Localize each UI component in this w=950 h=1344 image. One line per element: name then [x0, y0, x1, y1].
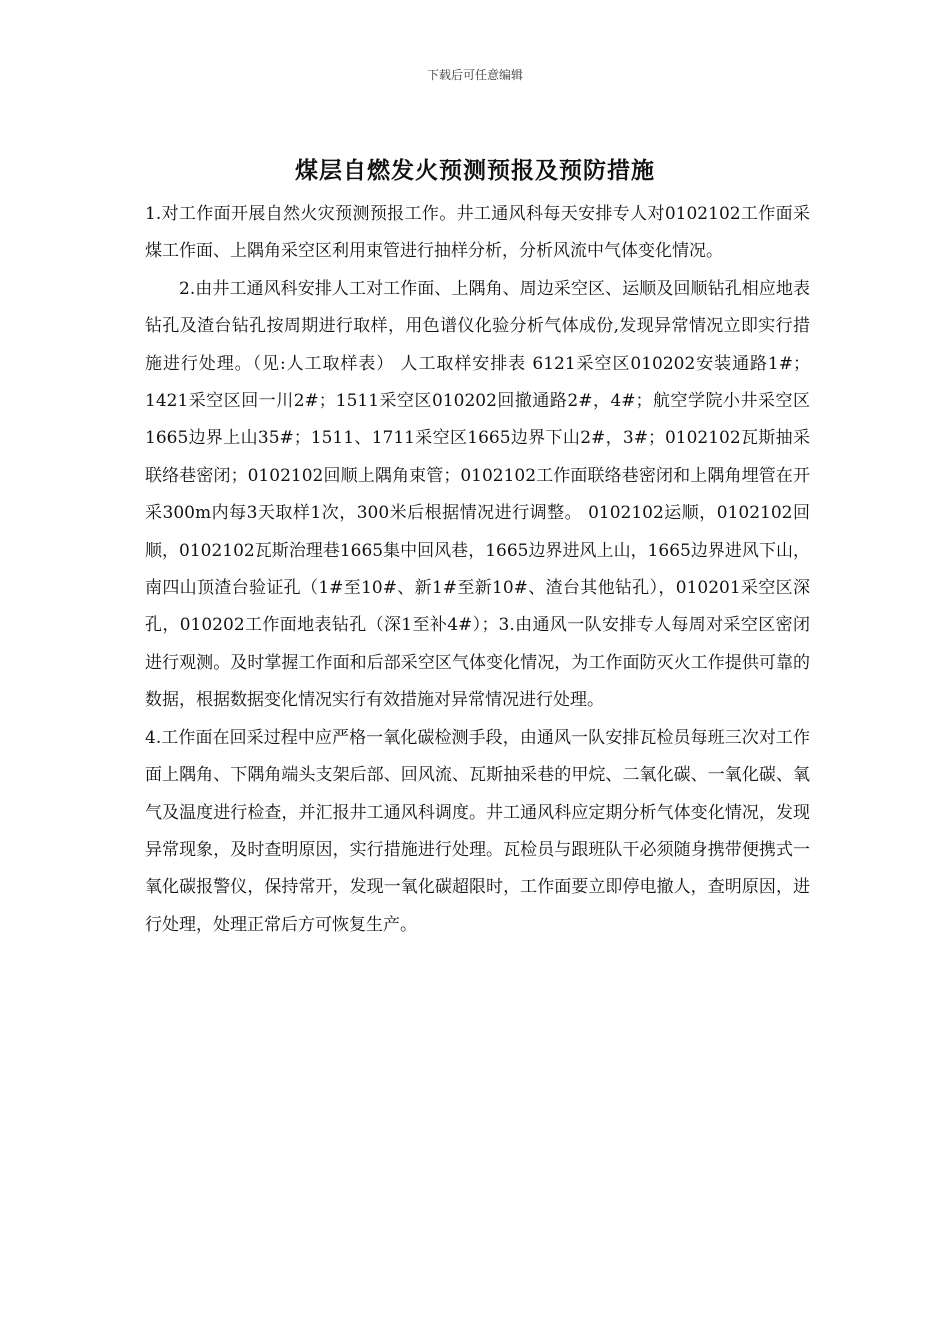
document-body: [145, 196, 810, 944]
paragraph-1: 1.对工作面开展自然火灾预测预报工作。井工通风科每天安排专人对0102102工作面采煤工作面、上隅角采空区利用束管进行抽样分析，分析风流中气体变化情况。: [145, 204, 810, 262]
document-title: 煤层自燃发火预测预报及预防措施: [295, 158, 655, 184]
paragraph-2: 2.由井工通风科安排人工对工作面、上隅角、周边采空区、运顺及回顺钻孔相应地表钻孔及渣台钻孔按周期进行取样，用色谱仪化验分析气体成份,发现异常情况立即实行措施进行处理。（见:人工取样表） 人工取样安排表 6121采空区010202安装通路1#；1421采空区回一川2#；1511采空区010202回撤通路2#，4#；航空学院小井采空区1665边界上山35#；1511、1711采空区1665边界下山2#，3#；0102102瓦斯抽采联络巷密闭；0102102回顺上隅角束管；0102102工作面联络巷密闭和上隅角埋管在开采300m内每3天取样1次，300米后根据情况进行调整。 0102102运顺，0102102回顺，0102102瓦斯治理巷1665集中回风巷，1665边界进风上山，1665边界进风下山， 南四山顶渣台验证孔（1#至10#、新1#至新10#、渣台其他钻孔），010201采空区深孔，010202工作面地表钻孔（深1至补4#）；3.由通风一队安排专人每周对采空区密闭进行观测。及时掌握工作面和后部采空区气体变化情况，为工作面防灭火工作提供可靠的数据，根据数据变化情况实行有效措施对异常情况进行处理。: [145, 278, 810, 711]
paragraph-3: 4.工作面在回采过程中应严格一氧化碳检测手段，由通风一队安排瓦检员每班三次对工作面上隅角、下隅角端头支架后部、回风流、瓦斯抽采巷的甲烷、二氧化碳、一氧化碳、氧气及温度进行检查，并汇报井工通风科调度。井工通风科应定期分析气体变化情况，发现异常现象，及时查明原因，实行措施进行处理。瓦检员与跟班队干必须随身携带便携式一氧化碳报警仪，保持常开，发现一氧化碳超限时，工作面要立即停电撤人，查明原因，进行处理，处理正常后方可恢复生产。: [145, 727, 810, 935]
header-note: 下载后可任意编辑: [426, 68, 523, 82]
